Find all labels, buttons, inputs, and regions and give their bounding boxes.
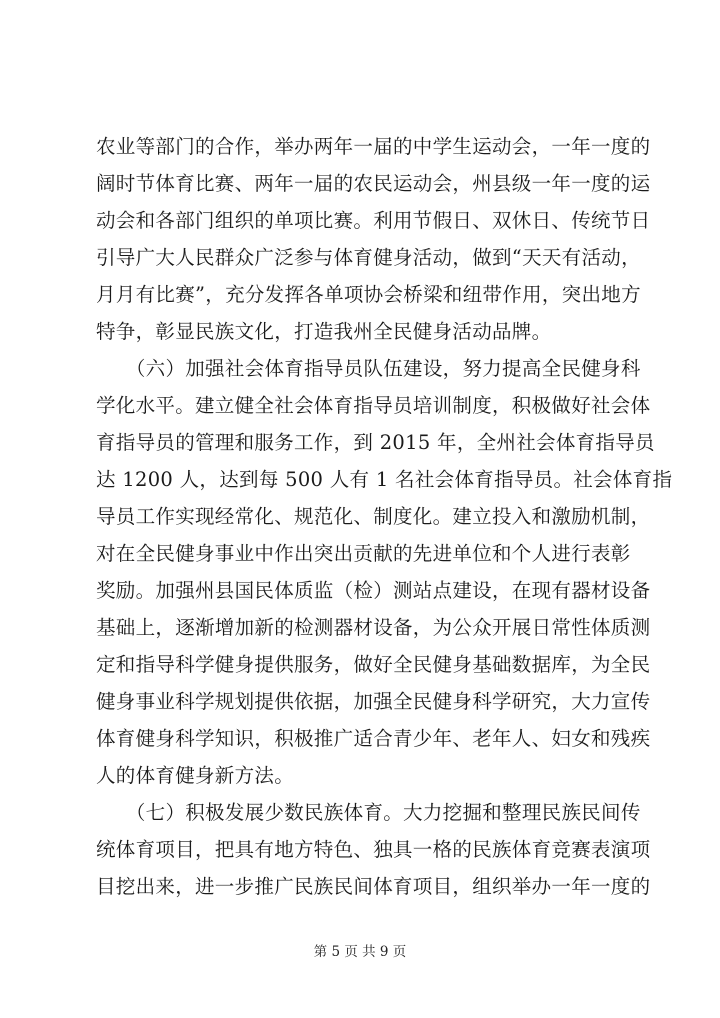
page-number-footer: 第 5 页 共 9 页 — [313, 944, 407, 960]
text-line: 奖励。加强州县国民体质监（检）测站点建设，在现有器材设备 — [96, 579, 651, 602]
text-line: 特争，彰显民族文化，打造我州全民健身活动品牌。 — [96, 320, 552, 343]
text-line: 统体育项目，把具有地方特色、独具一格的民族体育竞赛表演项 — [96, 838, 651, 861]
document-body — [96, 128, 673, 905]
text-line: 定和指导科学健身提供服务，做好全民健身基础数据库，为全民 — [96, 653, 651, 676]
text-line: 育指导员的管理和服务工作，到 2015 年，全州社会体育指导员 — [96, 431, 655, 454]
text-line: 导员工作实现经常化、规范化、制度化。建立投入和激励机制， — [96, 505, 651, 528]
text-line: 对在全民健身事业中作出突出贡献的先进单位和个人进行表彰 — [96, 542, 631, 565]
text-line: 引导广大人民群众广泛参与体育健身活动，做到“天天有活动， — [96, 246, 641, 269]
text-line: 健身事业科学规划提供依据，加强全民健身科学研究，大力宣传 — [96, 690, 651, 713]
text-line: 目挖出来，进一步推广民族民间体育项目，组织举办一年一度的 — [96, 875, 651, 898]
text-line: 学化水平。建立健全社会体育指导员培训制度，积极做好社会体 — [96, 394, 651, 417]
text-line: 农业等部门的合作，举办两年一届的中学生运动会，一年一度的 — [96, 135, 651, 158]
text-line: 人的体育健身新方法。 — [96, 764, 295, 787]
text-line: 基础上，逐渐增加新的检测器材设备，为公众开展日常性体质测 — [96, 616, 651, 639]
text-line: 动会和各部门组织的单项比赛。利用节假日、双休日、传统节日 — [96, 209, 651, 232]
text-line: （六）加强社会体育指导员队伍建设，努力提高全民健身科 — [96, 357, 641, 380]
text-line: （七）积极发展少数民族体育。大力挖掘和整理民族民间传 — [96, 801, 641, 824]
text-line: 体育健身科学知识，积极推广适合青少年、老年人、妇女和残疾 — [96, 727, 651, 750]
text-line: 月月有比赛”，充分发挥各单项协会桥梁和纽带作用，突出地方 — [96, 283, 641, 306]
text-line: 阔时节体育比赛、两年一届的农民运动会，州县级一年一度的运 — [96, 172, 651, 195]
text-line: 达 1200 人，达到每 500 人有 1 名社会体育指导员。社会体育指 — [96, 468, 673, 491]
